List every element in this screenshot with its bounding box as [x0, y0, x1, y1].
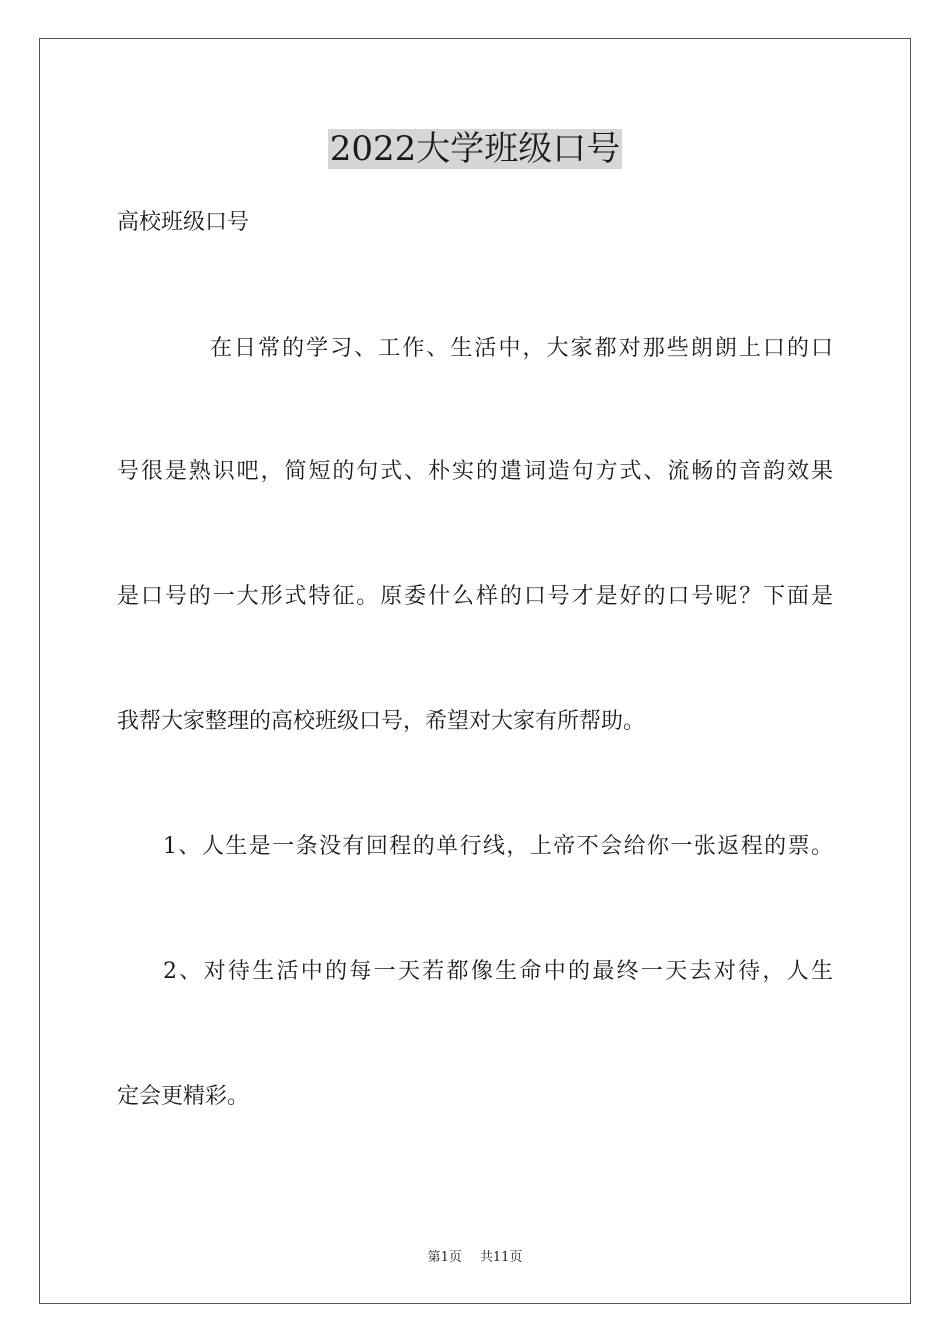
page-number: 第1页: [427, 1250, 462, 1265]
total-pages: 共11页: [479, 1250, 523, 1265]
document-subtitle: 高校班级口号: [117, 210, 250, 235]
document-title-text: 2022大学班级口号: [329, 129, 621, 169]
intro-line-4: 我帮大家整理的高校班级口号，希望对大家有所帮助。: [117, 709, 646, 734]
slogan-item-1: 1、人生是一条没有回程的单行线，上帝不会给你一张返程的票。: [163, 834, 833, 859]
page-footer: [0, 1249, 950, 1267]
slogan-item-2-line-1: 2、对待生活中的每一天若都像生命中的最终一天去对待，人生: [163, 959, 833, 984]
intro-line-1: 在日常的学习、工作、生活中，大家都对那些朗朗上口的口: [210, 336, 833, 361]
intro-line-2: 号很是熟识吧，简短的句式、朴实的遣词造句方式、流畅的音韵效果: [117, 459, 833, 484]
intro-line-3: 是口号的一大形式特征。原委什么样的口号才是好的口号呢？下面是: [117, 584, 833, 609]
slogan-item-2-line-2: 定会更精彩。: [117, 1084, 250, 1109]
document-title: [0, 127, 950, 171]
